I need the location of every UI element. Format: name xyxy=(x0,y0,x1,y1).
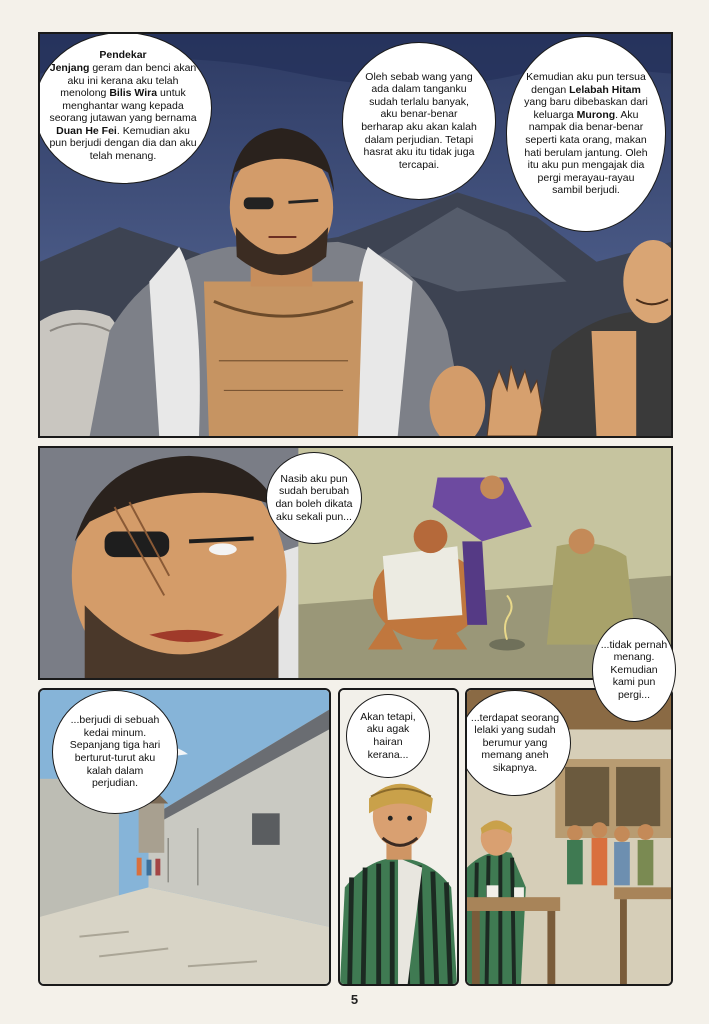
speech-bubble-lelabah-hitam xyxy=(506,36,666,232)
speech-bubble-never-win xyxy=(592,618,676,722)
bubble-text: ...tidak pernah menang. Kemudian kami pun pergi... xyxy=(600,638,668,701)
speech-bubble-fate xyxy=(266,452,362,544)
page-number: 5 xyxy=(350,992,359,1007)
speech-bubble-puzzled xyxy=(346,694,430,778)
speech-bubble-money xyxy=(342,42,496,200)
bubble-text: ...terdapat seorang lelaki yang sudah berumur yang memang aneh sikapnya. xyxy=(470,711,560,774)
bubble-text: Kemudian aku pun tersua dengan Lelabah Hitam yang baru dibebaskan dari keluarga Murong. Aku nampak dia benar-benar seperti kata orang, makan hati berulam jantung. Oleh itu aku pun mengajak dia pergi merayau-rayau sambil berjudi. xyxy=(524,71,648,197)
panel-2-gambling-memory xyxy=(38,446,673,680)
panel-5-tea-house-interior xyxy=(465,688,673,986)
speech-bubble-jenjang xyxy=(38,32,212,184)
speech-bubble-tea-house xyxy=(52,690,178,814)
bubble-text: Pendekar Jenjang geram dan benci akan aku ini kerana aku telah menolong Bilis Wira untuk menghantar wang kepada seorang jutawan yang bernama Duan He Fei. Kemudian aku pun berjudi dengan dia dan aku telah menang. xyxy=(49,49,197,163)
panel-3-street xyxy=(38,688,331,986)
bubble-text: ...berjudi di sebuah kedai minum. Sepanjang tiga hari berturut-turut aku kalah dalam perjudian. xyxy=(69,714,161,790)
bubble-text: Oleh sebab wang yang ada dalam tanganku sudah terlalu banyak, aku benar-benar berharap aku akan kalah dalam perjudian. Tetapi hasrat aku itu tidak juga tercapai. xyxy=(361,70,477,171)
bubble-text: Akan tetapi, aku agak hairan kerana... xyxy=(360,710,416,761)
bubble-text: Nasib aku pun sudah berubah dan boleh dikata aku sekali pun... xyxy=(275,472,353,523)
panel-1-night-scene xyxy=(38,32,673,438)
panel-4-old-man xyxy=(338,688,459,986)
